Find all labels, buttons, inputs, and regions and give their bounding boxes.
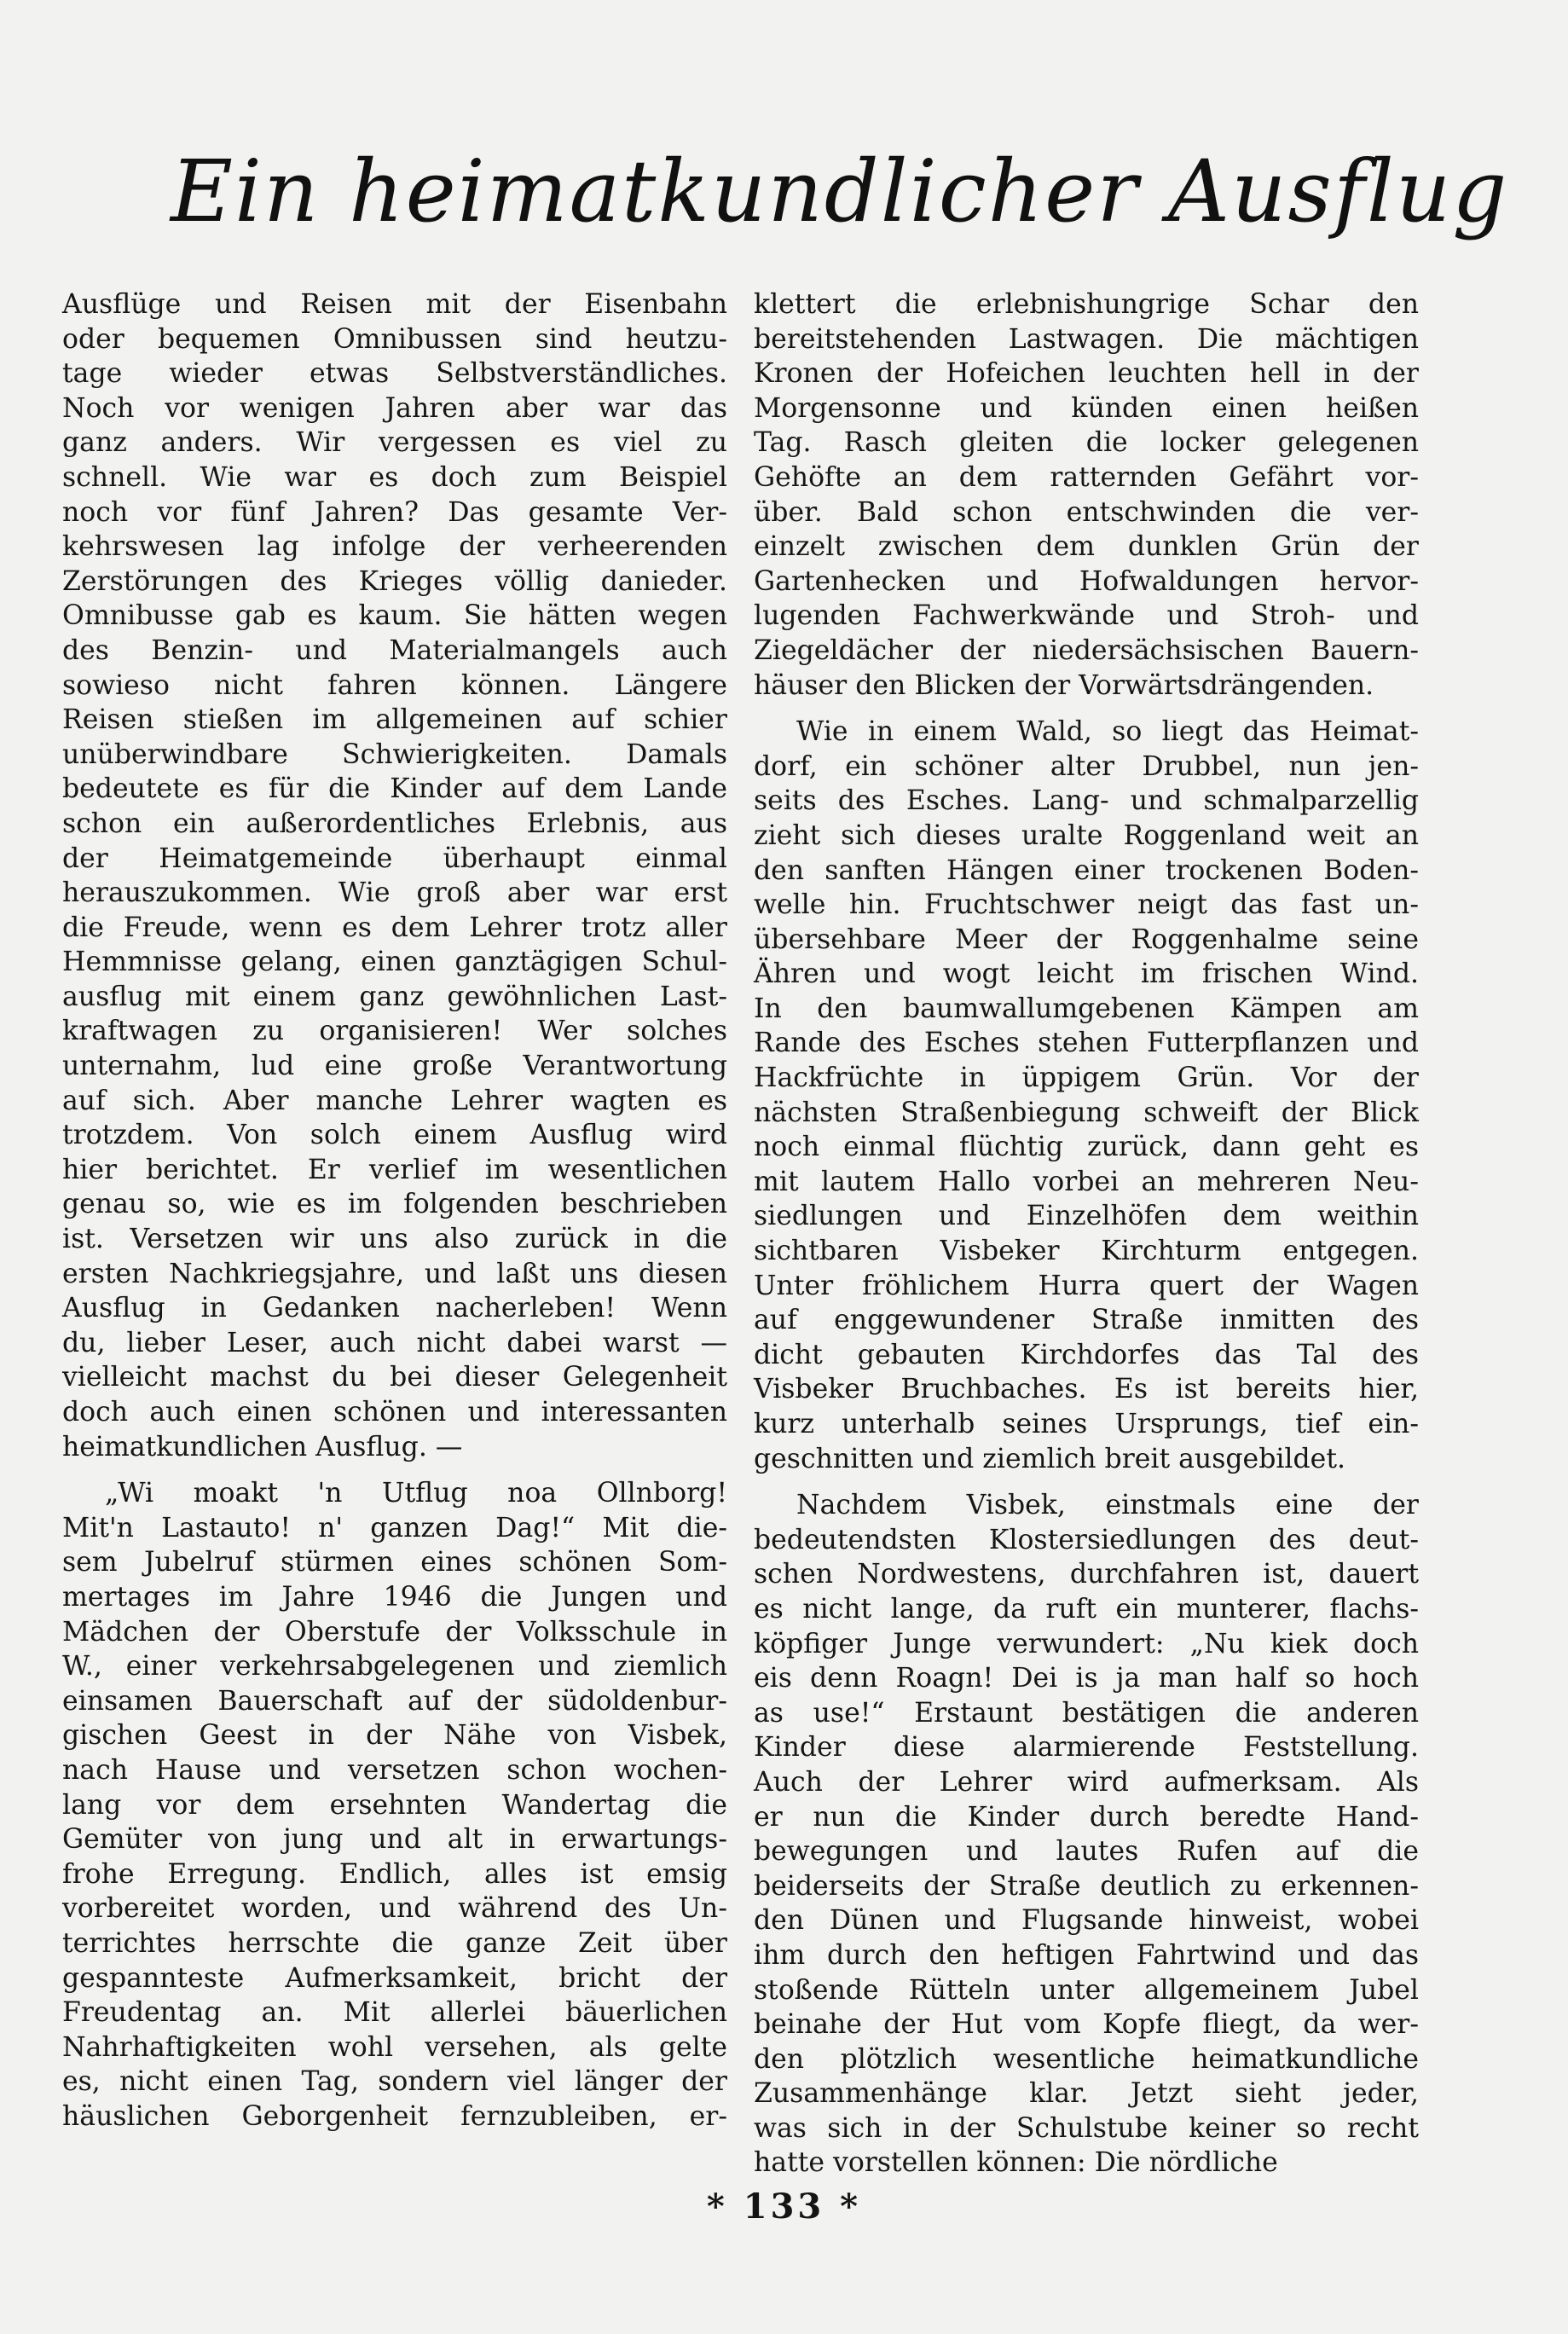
text-line: geschnitten und ziemlich breit ausgebildet. bbox=[754, 1443, 1345, 1474]
text-line: Rande des Esches stehen Futterpflanzen und bbox=[754, 1028, 1419, 1059]
text-line: Mit'n Lastauto! n' ganzen Dag!“ Mit die- bbox=[62, 1512, 727, 1543]
text-line: sichtbaren Visbeker Kirchturm entgegen. bbox=[754, 1236, 1419, 1267]
text-line: Morgensonne und künden einen heißen bbox=[754, 392, 1419, 424]
paragraph bbox=[754, 715, 1419, 1476]
text-line: genau so, wie es im folgenden beschrieben bbox=[62, 1189, 727, 1220]
text-line: Zerstörungen des Krieges völlig danieder. bbox=[62, 565, 727, 597]
text-line: den sanften Hängen einer trockenen Boden- bbox=[754, 854, 1419, 886]
text-line: dicht gebauten Kirchdorfes das Tal des bbox=[754, 1339, 1419, 1370]
text-line: frohe Erregung. Endlich, alles ist emsig bbox=[62, 1858, 727, 1890]
text-line: bedeutendsten Klostersiedlungen des deut- bbox=[754, 1524, 1419, 1555]
text-line: schon ein außerordentliches Erlebnis, aus bbox=[62, 808, 727, 839]
text-line: ist. Versetzen wir uns also zurück in die bbox=[62, 1224, 727, 1255]
text-line: köpfiger Junge verwundert: „Nu kiek doch bbox=[754, 1628, 1419, 1659]
text-line: seits des Esches. Lang- und schmalparzellig bbox=[754, 785, 1419, 817]
text-line: Kronen der Hofeichen leuchten hell in der bbox=[754, 358, 1419, 390]
article-title: Ein heimatkundlicher Ausflug bbox=[171, 142, 1509, 241]
text-line: siedlungen und Einzelhöfen dem weithin bbox=[754, 1201, 1419, 1232]
text-line: Auch der Lehrer wird aufmerksam. Als bbox=[754, 1766, 1419, 1798]
text-line: nach Hause und versetzen schon wochen- bbox=[62, 1754, 727, 1786]
text-line: unüberwindbare Schwierigkeiten. Damals bbox=[62, 738, 727, 770]
paragraph bbox=[754, 1488, 1419, 2181]
text-line: schnell. Wie war es doch zum Beispiel bbox=[62, 461, 727, 493]
text-line: vielleicht machst du bei dieser Gelegenheit bbox=[62, 1362, 727, 1393]
text-line: Gartenhecken und Hofwaldungen hervor- bbox=[754, 565, 1419, 597]
text-line: schen Nordwestens, durchfahren ist, dauert bbox=[754, 1559, 1419, 1590]
text-line: Gemüter von jung und alt in erwartungs- bbox=[62, 1824, 727, 1856]
text-line: lugenden Fachwerkwände und Stroh- und bbox=[754, 600, 1419, 632]
text-line: übersehbare Meer der Roggenhalme seine bbox=[754, 924, 1419, 955]
text-line: kraftwagen zu organisieren! Wer solches bbox=[62, 1016, 727, 1047]
right-column bbox=[754, 287, 1419, 2181]
text-line: dorf, ein schöner alter Drubbel, nun jen- bbox=[754, 750, 1419, 782]
text-line: „Wi moakt 'n Utflug noa Ollnborg! bbox=[105, 1478, 727, 1509]
text-line: Tag. Rasch gleiten die locker gelegenen bbox=[754, 427, 1419, 459]
text-line: den Dünen und Flugsande hinweist, wobei bbox=[754, 1905, 1419, 1937]
text-line: häuser den Blicken der Vorwärtsdrängenden. bbox=[754, 669, 1374, 701]
text-line: einzelt zwischen dem dunklen Grün der bbox=[754, 531, 1419, 563]
text-line: Ähren und wogt leicht im frischen Wind. bbox=[754, 959, 1419, 990]
text-line: kurz unterhalb seines Ursprungs, tief ein- bbox=[754, 1409, 1419, 1439]
text-line: doch auch einen schönen und interessanten bbox=[62, 1397, 727, 1428]
text-line: Hackfrüchte in üppigem Grün. Vor der bbox=[754, 1063, 1419, 1094]
text-line: ihm durch den heftigen Fahrtwind und das bbox=[754, 1939, 1419, 1971]
text-line: Ausflug in Gedanken nacherleben! Wenn bbox=[62, 1293, 727, 1324]
text-line: des Benzin- und Materialmangels auch bbox=[62, 634, 727, 666]
text-line: über. Bald schon entschwinden die ver- bbox=[754, 496, 1419, 528]
text-line: beinahe der Hut vom Kopfe fliegt, da wer- bbox=[754, 2009, 1419, 2041]
page-number: * 133 * bbox=[706, 2186, 862, 2227]
text-line: gespannteste Aufmerksamkeit, bricht der bbox=[62, 1962, 727, 1994]
text-line: häuslichen Geborgenheit fernzubleiben, er- bbox=[62, 2100, 727, 2132]
text-line: Wie in einem Wald, so liegt das Heimat- bbox=[796, 716, 1419, 748]
paragraph bbox=[62, 287, 727, 1464]
text-line: Gehöfte an dem ratternden Gefährt vor- bbox=[754, 461, 1419, 493]
text-line: ersten Nachkriegsjahre, und laßt uns diesen bbox=[62, 1258, 727, 1289]
text-line: Freudentag an. Mit allerlei bäuerlichen bbox=[62, 1997, 727, 2029]
text-line: Ziegeldächer der niedersächsischen Bauern- bbox=[754, 634, 1419, 666]
text-line: stoßende Rütteln unter allgemeinem Jubel bbox=[754, 1974, 1419, 2006]
text-line: nächsten Straßenbiegung schweift der Blick bbox=[754, 1097, 1419, 1128]
text-line: es nicht lange, da ruft ein munterer, flachs- bbox=[754, 1593, 1419, 1625]
text-line: Zusammenhänge klar. Jetzt sieht jeder, bbox=[754, 2078, 1419, 2110]
text-line: ausflug mit einem ganz gewöhnlichen Last- bbox=[62, 981, 727, 1012]
text-line: Hemmnisse gelang, einen ganztägigen Schul- bbox=[62, 947, 727, 978]
text-line: as use!“ Erstaunt bestätigen die anderen bbox=[754, 1697, 1419, 1729]
text-line: Mädchen der Oberstufe der Volksschule in bbox=[62, 1616, 727, 1648]
text-line: sem Jubelruf stürmen eines schönen Som- bbox=[62, 1547, 727, 1578]
text-line: du, lieber Leser, auch nicht dabei warst — bbox=[62, 1327, 727, 1358]
text-line: den plötzlich wesentliche heimatkundliche bbox=[754, 2043, 1419, 2075]
text-line: In den baumwallumgebenen Kämpen am bbox=[754, 993, 1419, 1024]
text-line: kehrswesen lag infolge der verheerenden bbox=[62, 531, 727, 563]
text-line: Nachdem Visbek, einstmals eine der bbox=[796, 1490, 1419, 1521]
text-line: heimatkundlichen Ausflug. — bbox=[62, 1431, 463, 1462]
text-line: einsamen Bauerschaft auf der südoldenbur- bbox=[62, 1685, 727, 1717]
text-line: Reisen stießen im allgemeinen auf schier bbox=[62, 704, 727, 736]
left-column bbox=[62, 287, 727, 2134]
text-line: W., einer verkehrsabgelegenen und ziemlich bbox=[62, 1651, 727, 1682]
text-line: lang vor dem ersehnten Wandertag die bbox=[62, 1789, 727, 1821]
text-line: der Heimatgemeinde überhaupt einmal bbox=[62, 843, 727, 874]
text-line: ganz anders. Wir vergessen es viel zu bbox=[62, 427, 727, 459]
text-line: oder bequemen Omnibussen sind heutzu- bbox=[62, 323, 727, 355]
text-line: hatte vorstellen können: Die nördliche bbox=[754, 2147, 1278, 2179]
text-line: auf enggewundener Straße inmitten des bbox=[754, 1305, 1419, 1336]
text-line: bedeutete es für die Kinder auf dem Lande bbox=[62, 773, 727, 805]
text-line: gischen Geest in der Nähe von Visbek, bbox=[62, 1720, 727, 1752]
text-line: unternahm, lud eine große Verantwortung bbox=[62, 1051, 727, 1082]
text-line: bewegungen und lautes Rufen auf die bbox=[754, 1836, 1419, 1868]
text-line: auf sich. Aber manche Lehrer wagten es bbox=[62, 1085, 727, 1116]
text-line: mit lautem Hallo vorbei an mehreren Neu- bbox=[754, 1166, 1419, 1197]
text-line: vorbereitet worden, und während des Un- bbox=[62, 1893, 727, 1925]
text-line: sowieso nicht fahren können. Längere bbox=[62, 669, 727, 701]
text-line: Visbeker Bruchbaches. Es ist bereits hier, bbox=[754, 1374, 1419, 1405]
text-line: Nahrhaftigkeiten wohl versehen, als gelte bbox=[62, 2031, 727, 2063]
text-line: bereitstehenden Lastwagen. Die mächtigen bbox=[754, 323, 1419, 355]
text-line: trotzdem. Von solch einem Ausflug wird bbox=[62, 1120, 727, 1151]
text-line: beiderseits der Straße deutlich zu erkennen- bbox=[754, 1870, 1419, 1902]
text-line: noch vor fünf Jahren? Das gesamte Ver- bbox=[62, 496, 727, 528]
text-line: er nun die Kinder durch beredte Hand- bbox=[754, 1801, 1419, 1833]
text-line: welle hin. Fruchtschwer neigt das fast un- bbox=[754, 889, 1419, 921]
text-line: was sich in der Schulstube keiner so recht bbox=[754, 2112, 1419, 2144]
text-line: klettert die erlebnishungrige Schar den bbox=[754, 289, 1419, 320]
text-line: hier berichtet. Er verlief im wesentlichen bbox=[62, 1154, 727, 1185]
text-line: noch einmal flüchtig zurück, dann geht es bbox=[754, 1132, 1419, 1163]
text-line: tage wieder etwas Selbstverständliches. bbox=[62, 358, 727, 390]
text-line: Kinder diese alarmierende Feststellung. bbox=[754, 1732, 1419, 1764]
text-line: eis denn Roagn! Dei is ja man half so hoch bbox=[754, 1663, 1419, 1694]
text-line: herauszukommen. Wie groß aber war erst bbox=[62, 877, 727, 909]
paragraph bbox=[62, 1476, 727, 2134]
text-line: die Freude, wenn es dem Lehrer trotz aller bbox=[62, 912, 727, 943]
text-line: terrichtes herrschte die ganze Zeit über bbox=[62, 1927, 727, 1959]
text-line: Unter fröhlichem Hurra quert der Wagen bbox=[754, 1270, 1419, 1301]
text-line: zieht sich dieses uralte Roggenland weit an bbox=[754, 820, 1419, 851]
text-line: Noch vor wenigen Jahren aber war das bbox=[62, 392, 727, 424]
text-line: Omnibusse gab es kaum. Sie hätten wegen bbox=[62, 600, 727, 632]
text-line: Ausflüge und Reisen mit der Eisenbahn bbox=[62, 289, 727, 320]
paragraph bbox=[754, 287, 1419, 703]
text-line: mertages im Jahre 1946 die Jungen und bbox=[62, 1581, 727, 1613]
text-line: es, nicht einen Tag, sondern viel länger der bbox=[62, 2066, 727, 2098]
